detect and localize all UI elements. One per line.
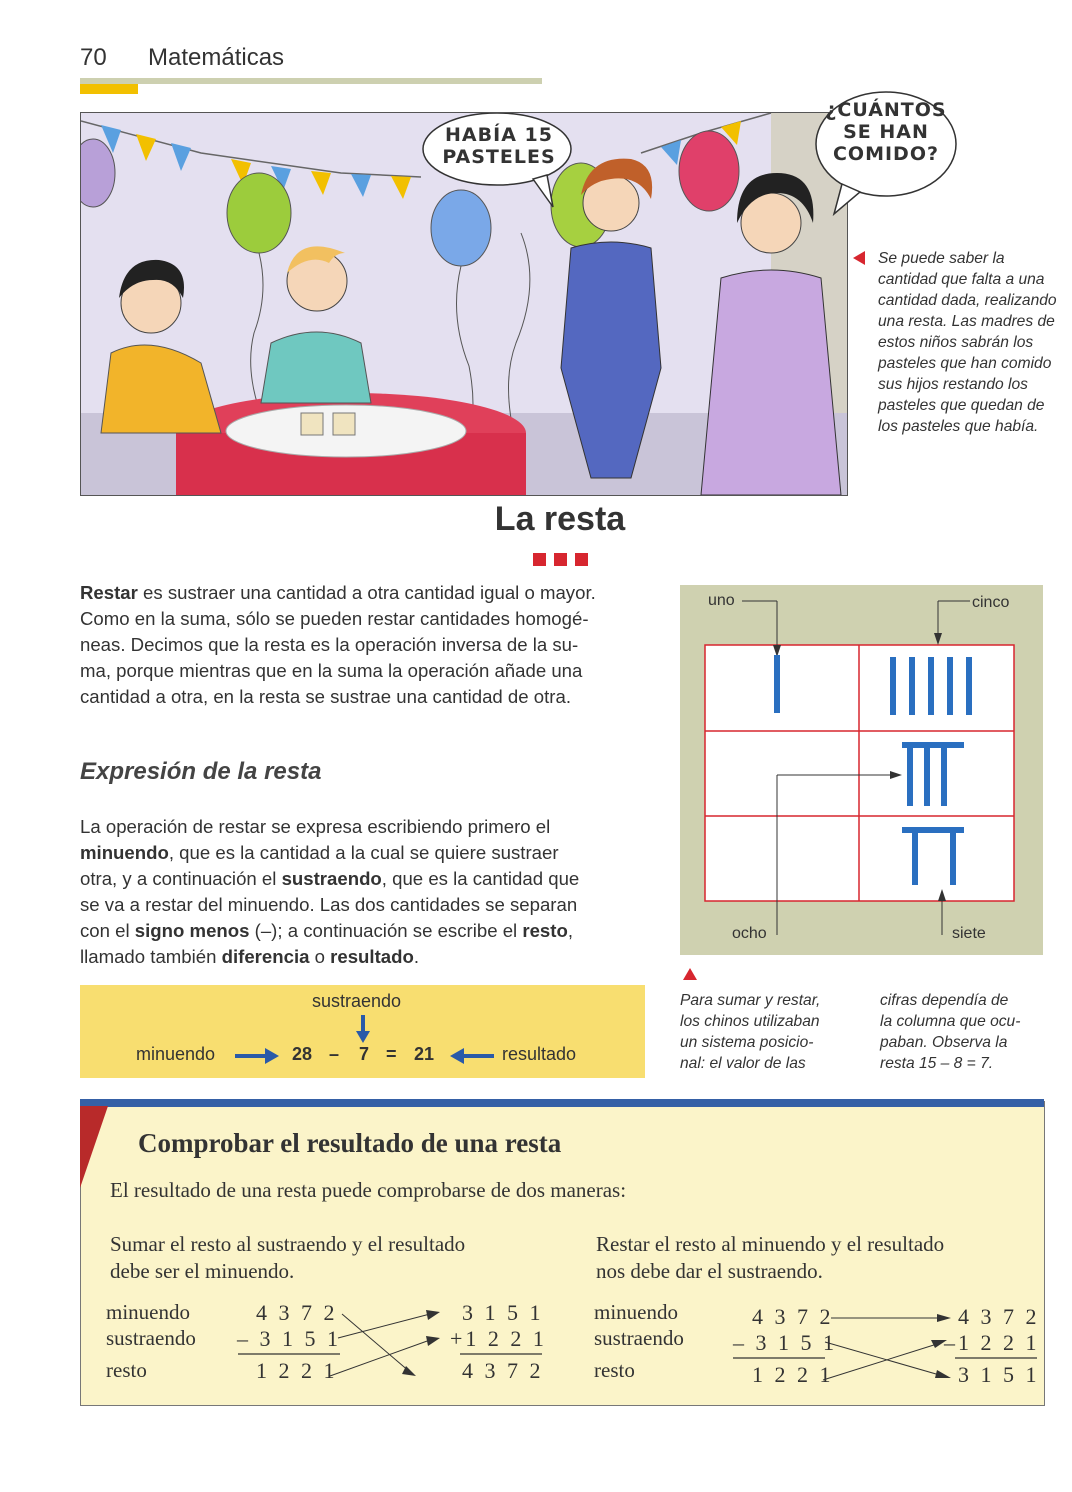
expresion-text: otra, y a continuación el <box>80 868 282 890</box>
label-sustraendo: sustraendo <box>594 1326 684 1350</box>
caption-line: resta 15 – 8 = 7. <box>880 1055 994 1073</box>
method-1-text <box>110 1231 560 1284</box>
expresion-text: , <box>567 920 573 942</box>
subtraction-formula-box <box>80 985 645 1078</box>
expresion-text: (–); a continuación se escribe el <box>249 920 523 942</box>
subtrahend-value: 7 <box>359 1044 370 1064</box>
party-illustration <box>80 112 848 496</box>
page-heading: La resta <box>494 500 626 538</box>
label-uno: uno <box>708 592 735 609</box>
section-title: Matemáticas <box>148 44 285 71</box>
check-diff-result: 3 1 5 1 <box>958 1362 1040 1387</box>
term-minuendo: minuendo <box>80 842 169 864</box>
caption-line: cifras dependía de <box>880 992 1009 1009</box>
title-square-icon <box>554 553 567 566</box>
check-diff-subtrahend: –1 2 2 1 <box>944 1330 1040 1355</box>
left-arrow-icon <box>450 1048 494 1064</box>
check-sum-addend: +1 2 2 1 <box>450 1326 547 1351</box>
caption-line: paban. Observa la <box>880 1034 1008 1052</box>
caption-line: la columna que ocu- <box>880 1013 1021 1031</box>
subheading-expresion: Expresión de la resta <box>80 758 322 785</box>
bubble-right-line-1: ¿CUÁNTOS <box>825 99 947 121</box>
label-sustraendo: sustraendo <box>106 1326 196 1350</box>
intro-line: ma, porque mientras que en la suma la operación añade una <box>80 660 583 682</box>
title-square-icon <box>533 553 546 566</box>
op-minuend: 4 3 7 2 <box>752 1304 834 1329</box>
bubble-left-line-1: HABÍA 15 <box>445 124 553 146</box>
term-resultado: resultado <box>330 946 414 968</box>
title-square-icon <box>575 553 588 566</box>
op-subtrahend: – 3 1 5 1 <box>733 1330 837 1355</box>
caption-line: nal: el valor de las <box>680 1055 806 1073</box>
expresion-text: con el <box>80 920 135 942</box>
label-resto: resto <box>106 1358 147 1382</box>
corner-triangle-icon <box>80 1106 108 1188</box>
check-box-top-bar <box>80 1099 1044 1107</box>
check-title: Comprobar el resultado de una resta <box>138 1128 562 1158</box>
minuend-value: 28 <box>292 1044 313 1064</box>
method-2-text <box>596 1231 1036 1284</box>
op-remainder: 1 2 2 1 <box>256 1358 338 1383</box>
speech-bubble-left <box>431 125 567 169</box>
expresion-text: o <box>309 946 331 968</box>
method-text-line: Sumar el resto al sustraendo y el resultado <box>110 1232 466 1256</box>
label-ocho: ocho <box>732 925 767 942</box>
intro-line: Como en la suma, sólo se pueden restar cantidades homogé- <box>80 608 589 630</box>
caption-pointer-icon <box>853 251 865 265</box>
expresion-line: se va a restar del minuendo. Las dos cantidades se separan <box>80 894 578 916</box>
resultado-label: resultado <box>502 1044 577 1064</box>
bubble-right-line-2: SE HAN <box>843 120 929 143</box>
party-scene <box>81 113 847 495</box>
expresion-line: La operación de restar se expresa escribiendo primero el <box>80 816 551 837</box>
term-signo-menos: signo menos <box>134 920 250 942</box>
term-resto: resto <box>522 920 568 942</box>
method-text-line: debe ser el minuendo. <box>110 1258 295 1283</box>
bubble-right-line-3: COMIDO? <box>832 142 940 165</box>
check-sum-top: 3 1 5 1 <box>462 1300 544 1325</box>
intro-line: es sustraer una cantidad a otra cantidad igual o mayor. <box>137 582 596 603</box>
op-subtrahend: – 3 1 5 1 <box>237 1326 341 1351</box>
minus-sign: – <box>329 1044 340 1064</box>
rod-numerals-grid <box>680 585 1043 955</box>
header-accent <box>80 84 138 94</box>
label-cinco: cinco <box>972 594 1010 611</box>
caption-line: un sistema posicio- <box>680 1034 814 1052</box>
label-minuendo: minuendo <box>106 1300 190 1324</box>
bubble-left-line-2: PASTELES <box>442 145 556 168</box>
check-intro: El resultado de una resta puede comprobarse de dos maneras: <box>110 1178 627 1202</box>
check-diff-top: 4 3 7 2 <box>958 1304 1040 1329</box>
caption-line: Para sumar y restar, <box>680 992 821 1009</box>
page-number: 70 <box>80 44 107 71</box>
caption-pointer-up-icon <box>683 968 697 980</box>
expresion-paragraph <box>80 814 644 970</box>
chinese-caption-right <box>880 990 1050 1074</box>
op-remainder: 1 2 2 1 <box>752 1362 834 1387</box>
method-1-arrows <box>230 1300 550 1390</box>
minuendo-label: minuendo <box>136 1044 216 1064</box>
speech-bubble-right <box>818 100 954 166</box>
sustraendo-label: sustraendo <box>312 991 402 1011</box>
illustration-caption: Se puede saber la cantidad que falta a una cantidad dada, realizando una resta. Las madres de estos niños sabrán los pasteles que han comido sus hijos restando los pasteles que quedan de los pasteles que había. <box>878 250 1057 436</box>
chinese-rod-numerals-diagram <box>680 585 1043 955</box>
expresion-text: , que es la cantidad que <box>381 868 580 890</box>
equals-sign: = <box>386 1044 397 1064</box>
intro-line: cantidad a otra, en la resta se sustrae una cantidad de otra. <box>80 686 571 708</box>
check-sum-result: 4 3 7 2 <box>462 1358 544 1383</box>
term-diferencia: diferencia <box>221 946 310 968</box>
caption-line: los chinos utilizaban <box>680 1013 820 1031</box>
right-arrow-icon <box>235 1048 279 1064</box>
expresion-text: , que es la cantidad a la cual se quiere sustraer <box>168 842 559 864</box>
intro-bold-term: Restar <box>80 582 138 603</box>
intro-line: neas. Decimos que la resta es la operación inversa de la su- <box>80 634 579 656</box>
header-rule <box>80 78 542 84</box>
down-arrow-icon <box>356 1015 370 1045</box>
label-siete: siete <box>952 925 986 942</box>
method-text-line: nos debe dar el sustraendo. <box>596 1258 823 1283</box>
label-resto: resto <box>594 1358 635 1382</box>
method-2-arrows <box>725 1300 1045 1390</box>
intro-paragraph <box>80 580 644 710</box>
method-text-line: Restar el resto al minuendo y el resultado <box>596 1232 945 1256</box>
chinese-caption-left <box>680 990 855 1074</box>
expresion-text: llamado también <box>80 946 222 968</box>
op-minuend: 4 3 7 2 <box>256 1300 338 1325</box>
term-sustraendo: sustraendo <box>281 868 382 890</box>
result-value: 21 <box>414 1044 435 1064</box>
label-minuendo: minuendo <box>594 1300 678 1324</box>
expresion-text: . <box>413 946 420 968</box>
